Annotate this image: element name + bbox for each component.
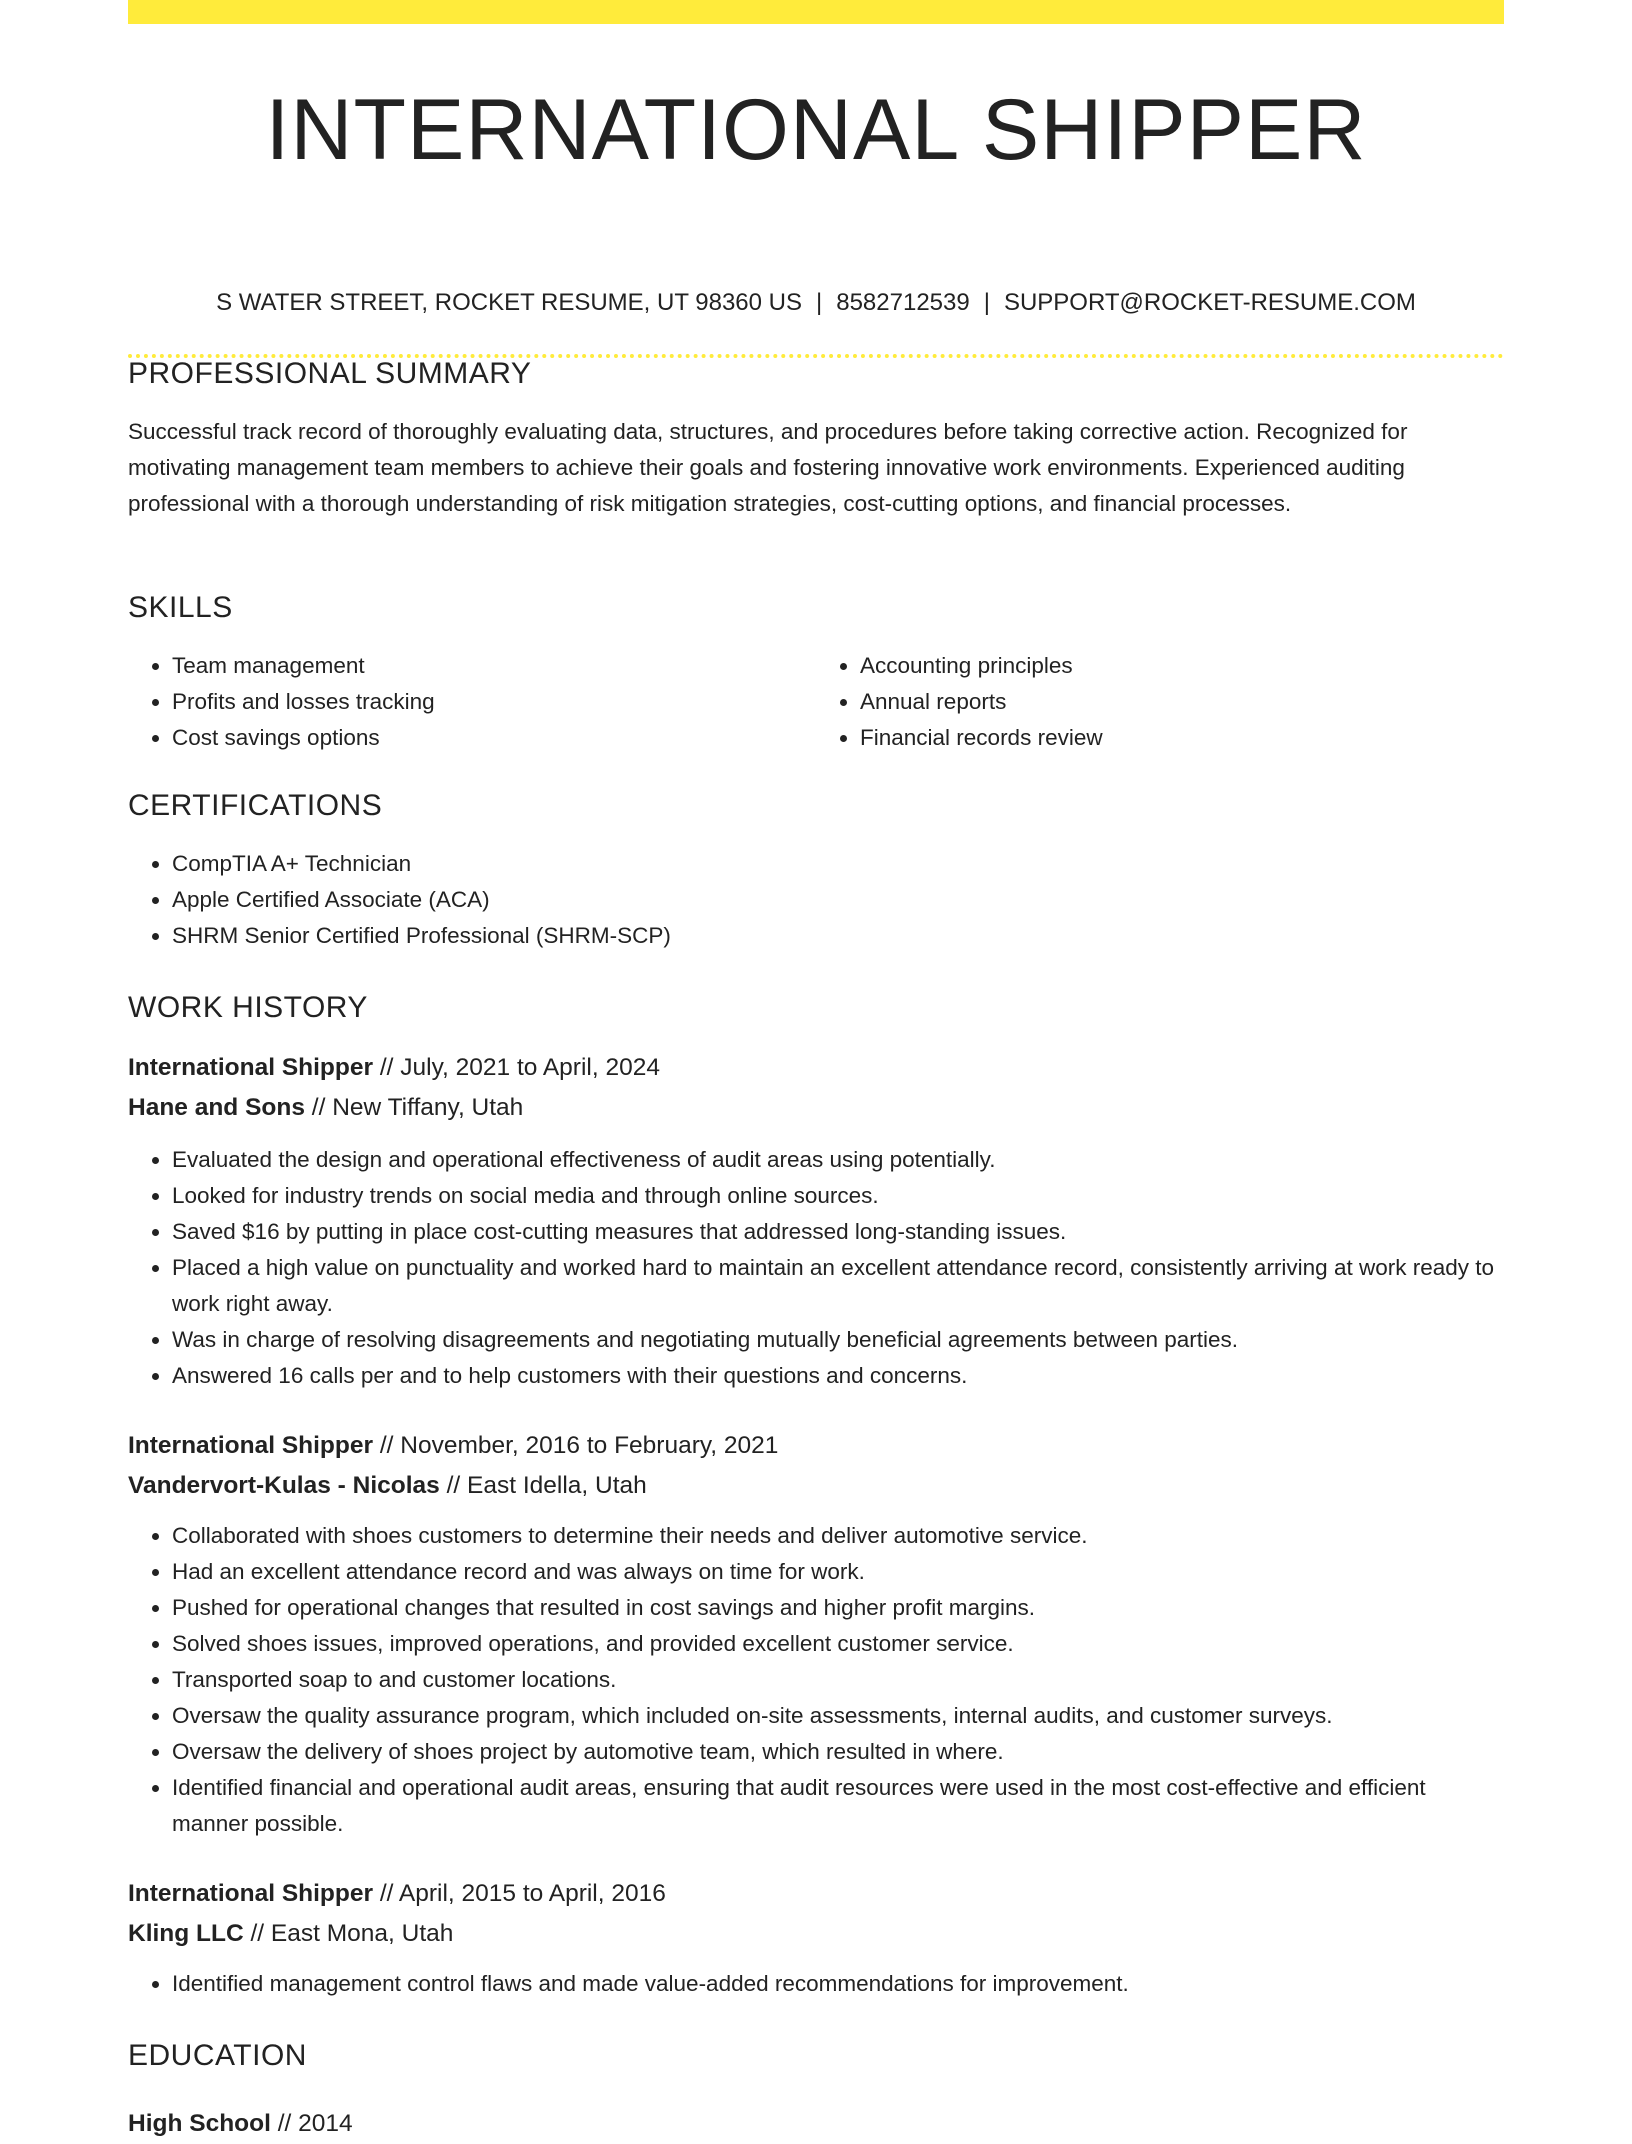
contact-separator: |: [983, 289, 990, 316]
job-bullet: • Looked for industry trends on social media and through online sources.: [172, 1178, 1504, 1214]
job-bullet: • Answered 16 calls per and to help customers with their questions and concerns.: [172, 1358, 1504, 1394]
skills-grid: [128, 648, 1504, 756]
job-dates: // July, 2021 to April, 2024: [379, 1054, 660, 1081]
job-dates: // November, 2016 to February, 2021: [379, 1432, 779, 1459]
skill-item: • Team management: [172, 648, 816, 684]
email-link[interactable]: SUPPORT@ROCKET-RESUME.COM: [1003, 289, 1416, 316]
summary-section: [128, 356, 1504, 522]
job-title-line: [128, 1874, 1504, 1914]
job-bullet: • Solved shoes issues, improved operations, and provided excellent customer service.: [172, 1626, 1504, 1662]
job-company-line: [128, 1914, 1504, 1954]
job-bullets: [128, 1518, 1504, 1842]
job-bullet: • Pushed for operational changes that resulted in cost savings and higher profit margins.: [172, 1590, 1504, 1626]
job-company-line: [128, 1466, 1504, 1506]
job-company: Hane and Sons: [128, 1094, 305, 1121]
job-bullet: • Transported soap to and customer locations.: [172, 1662, 1504, 1698]
job-dates: // April, 2015 to April, 2016: [379, 1880, 666, 1907]
work-history-heading: WORK HISTORY: [128, 991, 368, 1024]
job-bullet: • Identified management control flaws and made value-added recommendations for improvement.: [172, 1966, 1504, 2002]
job-title-line: [128, 1426, 1504, 1466]
job-bullet: • Saved $16 by putting in place cost-cutting measures that addressed long-standing issues.: [172, 1214, 1504, 1250]
certifications-heading: CERTIFICATIONS: [128, 789, 383, 822]
job-bullet: • Placed a high value on punctuality and worked hard to maintain an excellent attendance record, consistently arriving at work ready to work right away.: [172, 1250, 1504, 1322]
skills-list-left: [128, 648, 816, 756]
job-bullet: • Was in charge of resolving disagreements and negotiating mutually beneficial agreements between parties.: [172, 1322, 1504, 1358]
job-bullet: • Had an excellent attendance record and was always on time for work.: [172, 1554, 1504, 1590]
education-heading: EDUCATION: [128, 2039, 307, 2072]
job-bullets: [128, 1966, 1504, 2002]
job-bullet: • Oversaw the delivery of shoes project by automotive team, which resulted in where.: [172, 1734, 1504, 1770]
summary-heading: PROFESSIONAL SUMMARY: [128, 357, 532, 390]
job-company: Kling LLC: [128, 1920, 244, 1947]
skill-item: • Annual reports: [860, 684, 1504, 720]
certification-item: • SHRM Senior Certified Professional (SHRM-SCP): [172, 918, 1504, 954]
education-school: High School: [128, 2110, 271, 2137]
certifications-list: [128, 846, 1504, 954]
job-company-line: [128, 1088, 1504, 1128]
job-role: International Shipper: [128, 1432, 374, 1459]
job-location: // East Mona, Utah: [250, 1920, 454, 1947]
certification-item: • Apple Certified Associate (ACA): [172, 882, 1504, 918]
address-text: S WATER STREET, ROCKET RESUME, UT 98360 US: [216, 289, 802, 316]
skills-heading: SKILLS: [128, 591, 233, 624]
job-location: // New Tiffany, Utah: [311, 1094, 524, 1121]
job-role: International Shipper: [128, 1054, 374, 1081]
job-bullets: [128, 1142, 1504, 1394]
skill-item: • Profits and losses tracking: [172, 684, 816, 720]
job-entry: [128, 1048, 1504, 1394]
job-title-line: [128, 1048, 1504, 1088]
job-entry: [128, 1426, 1504, 1842]
work-history-section: [128, 990, 1504, 2144]
skills-section: [128, 590, 1504, 756]
skills-list-right: [816, 648, 1504, 756]
certifications-section: [128, 788, 1504, 954]
job-entry: [128, 1874, 1504, 2002]
resume-content: [128, 0, 1504, 358]
job-bullet: • Identified financial and operational audit areas, ensuring that audit resources were used in the most cost-effective and efficient manner possible.: [172, 1770, 1504, 1842]
skill-item: • Accounting principles: [860, 648, 1504, 684]
job-company: Vandervort-Kulas - Nicolas: [128, 1472, 440, 1499]
job-bullet: • Evaluated the design and operational effectiveness of audit areas using potentially.: [172, 1142, 1504, 1178]
job-location: // East Idella, Utah: [446, 1472, 647, 1499]
job-bullet: • Oversaw the quality assurance program, which included on-site assessments, internal audits, and customer surveys.: [172, 1698, 1504, 1734]
skill-item: • Cost savings options: [172, 720, 816, 756]
contact-separator: |: [816, 289, 823, 316]
page-title: INTERNATIONAL SHIPPER: [265, 82, 1367, 178]
education-entry: [128, 2104, 1504, 2144]
summary-text: Successful track record of thoroughly evaluating data, structures, and procedures before taking corrective action. Recognized for motivating management team members to achieve their goals and fostering innovative work environments. Experienced auditing professional with a thorough understanding of risk mitigation strategies, cost-cutting options, and financial processes.: [128, 419, 1408, 516]
job-role: International Shipper: [128, 1880, 374, 1907]
skill-item: • Financial records review: [860, 720, 1504, 756]
job-bullet: • Collaborated with shoes customers to determine their needs and deliver automotive service.: [172, 1518, 1504, 1554]
contact-line: [128, 288, 1504, 318]
certification-item: • CompTIA A+ Technician: [172, 846, 1504, 882]
education-year: // 2014: [277, 2110, 353, 2137]
phone-text: 8582712539: [836, 289, 970, 316]
